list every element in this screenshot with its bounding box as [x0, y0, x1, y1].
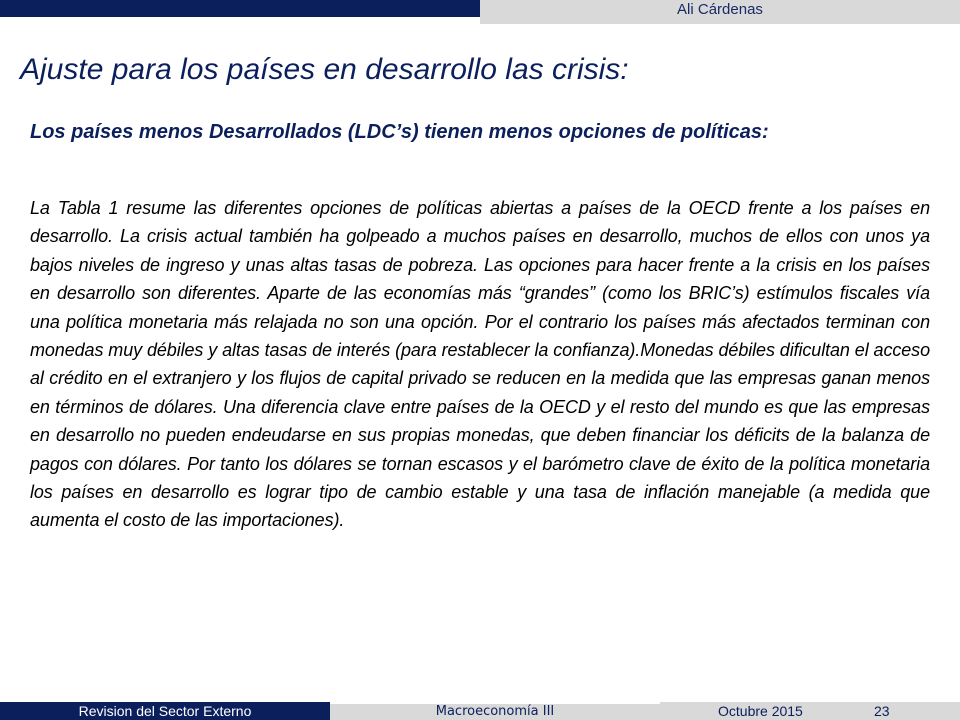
footer — [0, 702, 960, 720]
page-number: 23 — [874, 703, 890, 719]
body-paragraph: La Tabla 1 resume las diferentes opciones de políticas abiertas a países de la OECD frente a los países en desarrollo. La crisis actual también ha golpeado a muchos países en desarrollo, muchos de ellos con unos ya bajos niveles de ingreso y unas altas tasas de pobreza. Las opciones para hacer frente a la crisis en los países en desarrollo son diferentes. Aparte de las economías más “grandes” (como los BRIC’s) estímulos fiscales vía una política monetaria más relajada no son una opción. Por el contrario los países más afectados terminan con monedas muy débiles y altas tasas de interés (para restablecer la confianza).Monedas débiles dificultan el acceso al crédito en el extranjero y los flujos de capital privado se reducen en la medida que las empresas ganan menos en términos de dólares. Una diferencia clave entre países de la OECD y el resto del mundo es que las empresas en desarrollo no pueden endeudarse en sus propias monedas, que deben financiar los déficits de la balanza de pagos con dólares. Por tanto los dólares se tornan escasos y el barómetro clave de éxito de la política monetaria los países en desarrollo es lograr tipo de cambio estable y una tasa de inflación manejable (a medida que aumenta el costo de las importaciones). — [30, 198, 930, 531]
footer-date: Octubre 2015 — [718, 703, 803, 719]
slide-title: Ajuste para los países en desarrollo las crisis: — [20, 53, 629, 86]
footer-subject: Macroeconomía III — [330, 704, 660, 720]
author-name: Ali Cárdenas — [677, 1, 763, 18]
slide-subtitle: Los países menos Desarrollados (LDC’s) tienen menos opciones de políticas: — [30, 121, 769, 143]
header-bar-dark — [0, 0, 480, 17]
footer-info — [660, 702, 960, 720]
footer-course-section: Revision del Sector Externo — [0, 702, 330, 720]
